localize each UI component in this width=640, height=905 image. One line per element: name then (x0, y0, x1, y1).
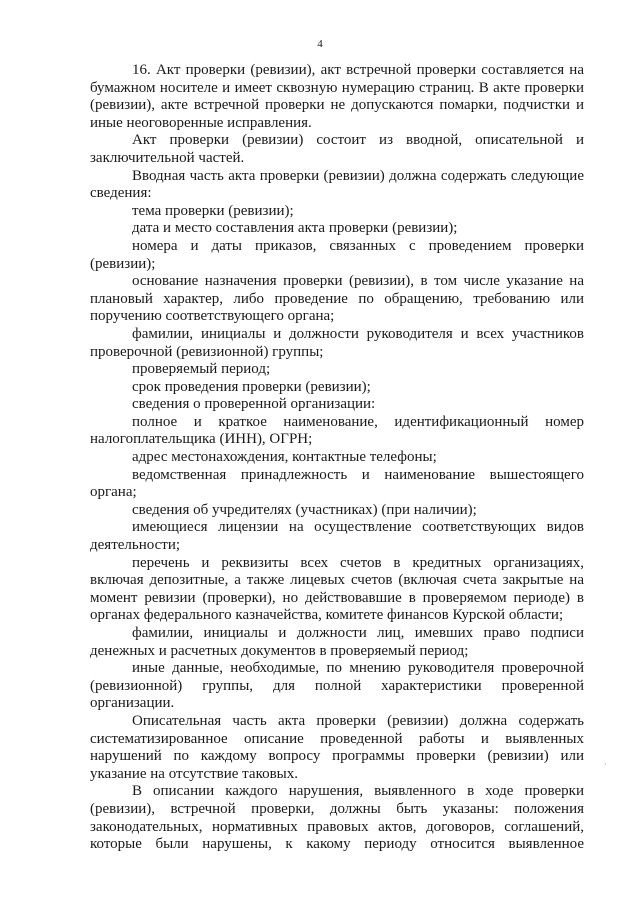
paragraph-act-structure: Акт проверки (ревизии) состоит из вводной, описательной и заключительной частей. (90, 132, 584, 166)
paragraph-descriptive-part: Описательная часть акта проверки (ревизии) должна содержать систематизированное описание проведенной работы и выявленных нарушений по каждому вопросу программы проверки (ревизии) или указание на отсутствие таковых. (90, 712, 584, 782)
list-item-orders: номера и даты приказов, связанных с проведением проверки (ревизии); (90, 237, 584, 272)
list-item-affiliation: ведомственная принадлежность и наименование вышестоящего органа; (90, 466, 584, 501)
list-item-signatories: фамилии, инициалы и должности лиц, имевших право подписи денежных и расчетных документов в проверяемый период; (90, 625, 584, 659)
list-item-topic: тема проверки (ревизии); (132, 202, 294, 219)
list-item-group-members: фамилии, инициалы и должности руководителя и всех участников проверочной (ревизионной) группы; (90, 325, 584, 360)
list-item-licenses: имеющиеся лицензии на осуществление соответствующих видов деятельности; (90, 519, 584, 554)
page-number: 4 (317, 38, 323, 50)
list-item-period: проверяемый период; (132, 361, 271, 378)
margin-mark: · (604, 760, 607, 769)
list-item-basis: основание назначения проверки (ревизии), в том числе указание на плановый характер, либо проведение по обращению, требованию или поручению соответствующего органа; (90, 273, 584, 325)
paragraph-act-format: 16. Акт проверки (ревизии), акт встречной проверки составляется на бумажном носителе и имеет сквозную нумерацию страниц. В акте проверки (ревизии), акте встречной проверки не допускаются помарки, подчистки и иные неоговоренные исправления. (90, 62, 584, 131)
list-item-org-info: сведения о проверенной организации: (132, 396, 376, 413)
list-item-accounts: перечень и реквизиты всех счетов в кредитных организациях, включая депозитные, а также лицевых счетов (включая счета закрытые на момент ревизии (проверки), но действовавшие в проверяемом периоде) в органах федерального казначейства, комитете финансов Курской области; (90, 554, 584, 624)
document-body (90, 62, 584, 854)
list-item-org-name: полное и краткое наименование, идентификационный номер налогоплательщика (ИНН), ОГРН; (90, 413, 584, 448)
list-item-address: адрес местонахождения, контактные телефоны; (132, 449, 437, 466)
list-item-founders: сведения об учредителях (участниках) (при наличии); (132, 501, 477, 518)
list-item-duration: срок проведения проверки (ревизии); (132, 378, 371, 395)
paragraph-violation-description: В описании каждого нарушения, выявленного в ходе проверки (ревизии), встречной проверки, должны быть указаны: положения законодательных, нормативных правовых актов, договоров, соглашений, которые были нарушены, к какому периоду относится выявленное (90, 783, 584, 853)
list-item-other-data: иные данные, необходимые, по мнению руководителя проверочной (ревизионной) группы, для полной характеристики проверенной организации. (90, 660, 584, 712)
list-item-date-place: дата и место составления акта проверки (ревизии); (132, 220, 458, 237)
paragraph-intro-part: Вводная часть акта проверки (ревизии) должна содержать следующие сведения: (90, 167, 584, 202)
